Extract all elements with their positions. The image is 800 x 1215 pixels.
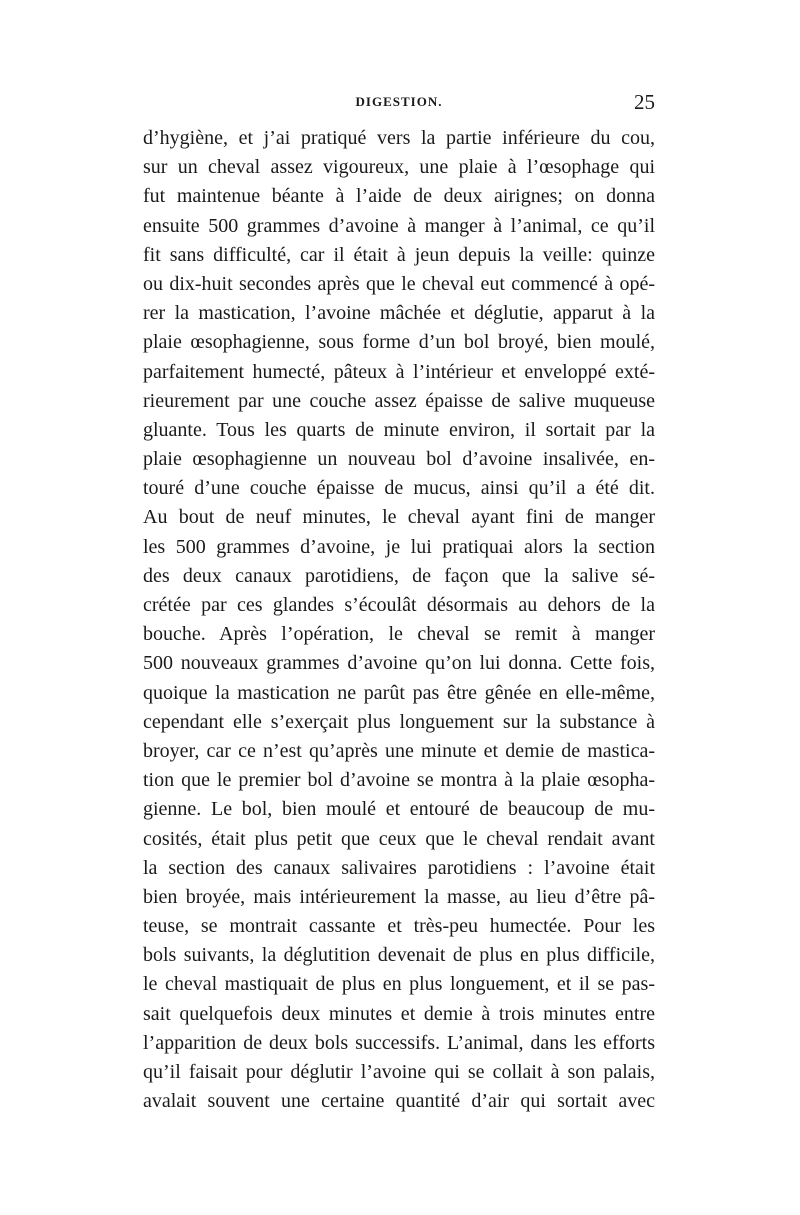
text-line: cependant elle s’exerçait plus longuement sur la substance à: [143, 710, 655, 733]
text-line: sait quelquefois deux minutes et demie à trois minutes entre: [143, 1002, 655, 1025]
body-text: [143, 124, 655, 1116]
text-line: quoique la mastication ne parût pas être gênée en elle-même,: [143, 681, 655, 704]
running-head: [143, 90, 655, 118]
text-line: 500 nouveaux grammes d’avoine qu’on lui donna. Cette fois,: [143, 652, 655, 675]
text-line: gienne. Le bol, bien moulé et entouré de beaucoup de mu-: [143, 798, 655, 821]
text-line: ensuite 500 grammes d’avoine à manger à l’animal, ce qu’il: [143, 214, 655, 237]
text-line: crétée par ces glandes s’écoulât désormais au dehors de la: [143, 594, 655, 616]
text-line: Au bout de neuf minutes, le cheval ayant fini de manger: [143, 506, 655, 529]
text-line: bols suivants, la déglutition devenait de plus en plus difficile,: [143, 944, 655, 967]
text-line: les 500 grammes d’avoine, je lui pratiquai alors la section: [143, 535, 655, 558]
text-line: bien broyée, mais intérieurement la masse, au lieu d’être pâ-: [143, 885, 655, 908]
text-line: bouche. Après l’opération, le cheval se remit à manger: [143, 623, 655, 646]
running-title: DIGESTION.: [355, 94, 443, 109]
text-line: rieurement par une couche assez épaisse de salive muqueuse: [143, 389, 655, 412]
page-number: 25: [634, 90, 655, 114]
text-line: fit sans difficulté, car il était à jeun depuis la veille: quinze: [143, 243, 655, 266]
text-line: broyer, car ce n’est qu’après une minute et demie de mastica-: [143, 739, 655, 762]
text-line: le cheval mastiquait de plus en plus longuement, et il se pas-: [143, 973, 655, 996]
text-line: tion que le premier bol d’avoine se montra à la plaie œsopha-: [143, 769, 655, 792]
text-line: touré d’une couche épaisse de mucus, ainsi qu’il a été dit.: [143, 477, 655, 500]
text-line: la section des canaux salivaires parotidiens : l’avoine était: [143, 856, 655, 879]
text-line: l’apparition de deux bols successifs. L’animal, dans les efforts: [143, 1031, 655, 1054]
text-line: cosités, était plus petit que ceux que le cheval rendait avant: [143, 827, 655, 850]
text-line: gluante. Tous les quarts de minute environ, il sortait par la: [143, 418, 655, 441]
text-line: d’hygiène, et j’ai pratiqué vers la partie inférieure du cou,: [143, 127, 655, 149]
text-line: ou dix-huit secondes après que le cheval eut commencé à opé-: [143, 272, 655, 295]
text-line: teuse, se montrait cassante et très-peu humectée. Pour les: [143, 915, 655, 938]
text-line: plaie œsophagienne un nouveau bol d’avoine insalivée, en-: [143, 448, 655, 471]
text-line: rer la mastication, l’avoine mâchée et déglutie, apparut à la: [143, 302, 655, 325]
text-line: des deux canaux parotidiens, de façon que la salive sé-: [143, 564, 655, 587]
text-line: fut maintenue béante à l’aide de deux airignes; on donna: [143, 185, 655, 208]
text-line: parfaitement humecté, pâteux à l’intérieur et enveloppé exté-: [143, 360, 655, 383]
text-line: plaie œsophagienne, sous forme d’un bol broyé, bien moulé,: [143, 331, 655, 354]
text-line: avalait souvent une certaine quantité d’air qui sortait avec: [143, 1090, 655, 1113]
text-line: sur un cheval assez vigoureux, une plaie à l’œsophage qui: [143, 156, 655, 179]
text-line: qu’il faisait pour déglutir l’avoine qui se collait à son palais,: [143, 1061, 655, 1083]
